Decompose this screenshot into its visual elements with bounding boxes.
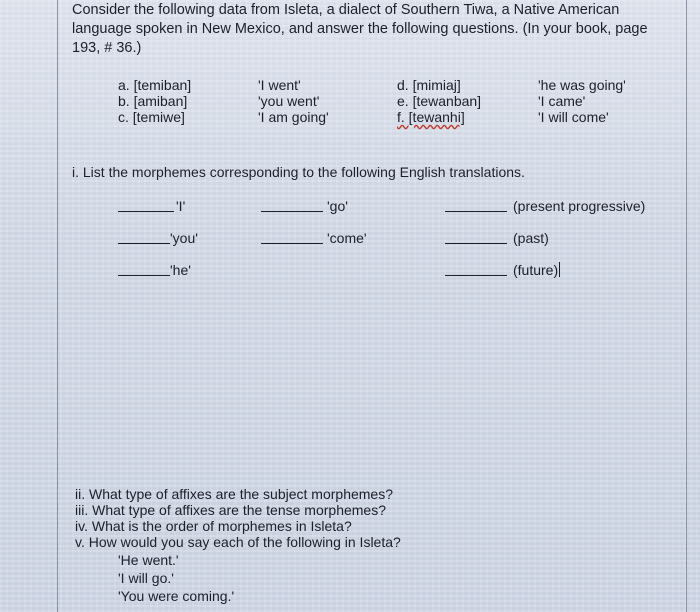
sentence-i-will-go: 'I will go.': [118, 570, 174, 586]
question-ii: ii. What type of affixes are the subject morphemes?: [75, 486, 394, 502]
translation-i: 'I': [176, 198, 186, 214]
question-iv: iv. What is the order of morphemes in Isleta?: [75, 518, 352, 534]
question-iii: iii. What type of affixes are the tense morphemes?: [75, 502, 387, 518]
data-gloss-d: 'he was going': [538, 77, 626, 93]
translation-past: (past): [513, 230, 549, 246]
data-form-b: b. [amiban]: [118, 93, 188, 109]
translation-future-text: (future): [513, 262, 559, 278]
data-gloss-e: 'I came': [538, 93, 586, 109]
data-gloss-a: 'I went': [258, 77, 301, 93]
translation-present-progressive: (present progressive): [513, 198, 646, 214]
answer-blank-i[interactable]: [118, 211, 174, 212]
answer-blank-go[interactable]: [261, 211, 323, 212]
data-form-e: e. [tewanban]: [397, 93, 482, 109]
question-i: i. List the morphemes corresponding to the following English translations.: [72, 164, 525, 180]
answer-blank-present-progressive[interactable]: [445, 211, 507, 212]
answer-blank-he[interactable]: [118, 275, 170, 276]
page-border-left: [57, 0, 58, 612]
translation-you: 'you': [170, 230, 198, 246]
answer-blank-future[interactable]: [445, 275, 507, 276]
translation-he: 'he': [170, 262, 191, 278]
sentence-he-went: 'He went.': [118, 552, 179, 568]
question-v: v. How would you say each of the following in Isleta?: [75, 534, 401, 550]
translation-go: 'go': [327, 198, 348, 214]
sentence-you-were-coming: 'You were coming.': [118, 588, 235, 604]
data-form-f: f. [tewanhi]: [397, 109, 465, 125]
answer-blank-you[interactable]: [118, 243, 170, 244]
intro-paragraph: Consider the following data from Isleta, a dialect of Southern Tiwa, a Native American language spoken in New Mexico, and answer the following questions. (In your book, page 193, # 36.): [72, 2, 648, 56]
data-form-d: d. [mimiaj]: [397, 77, 461, 93]
data-gloss-c: 'I am going': [258, 109, 329, 125]
answer-blank-past[interactable]: [445, 243, 507, 244]
text-cursor: [559, 262, 560, 277]
translation-future[interactable]: [513, 262, 560, 278]
translation-come: 'come': [327, 230, 367, 246]
answer-blank-come[interactable]: [261, 243, 323, 244]
data-form-a: a. [temiban]: [118, 77, 192, 93]
data-form-c: c. [temiwe]: [118, 109, 185, 125]
data-gloss-f: 'I will come': [538, 109, 609, 125]
page-border-right: [686, 0, 687, 612]
data-gloss-b: 'you went': [258, 93, 320, 109]
